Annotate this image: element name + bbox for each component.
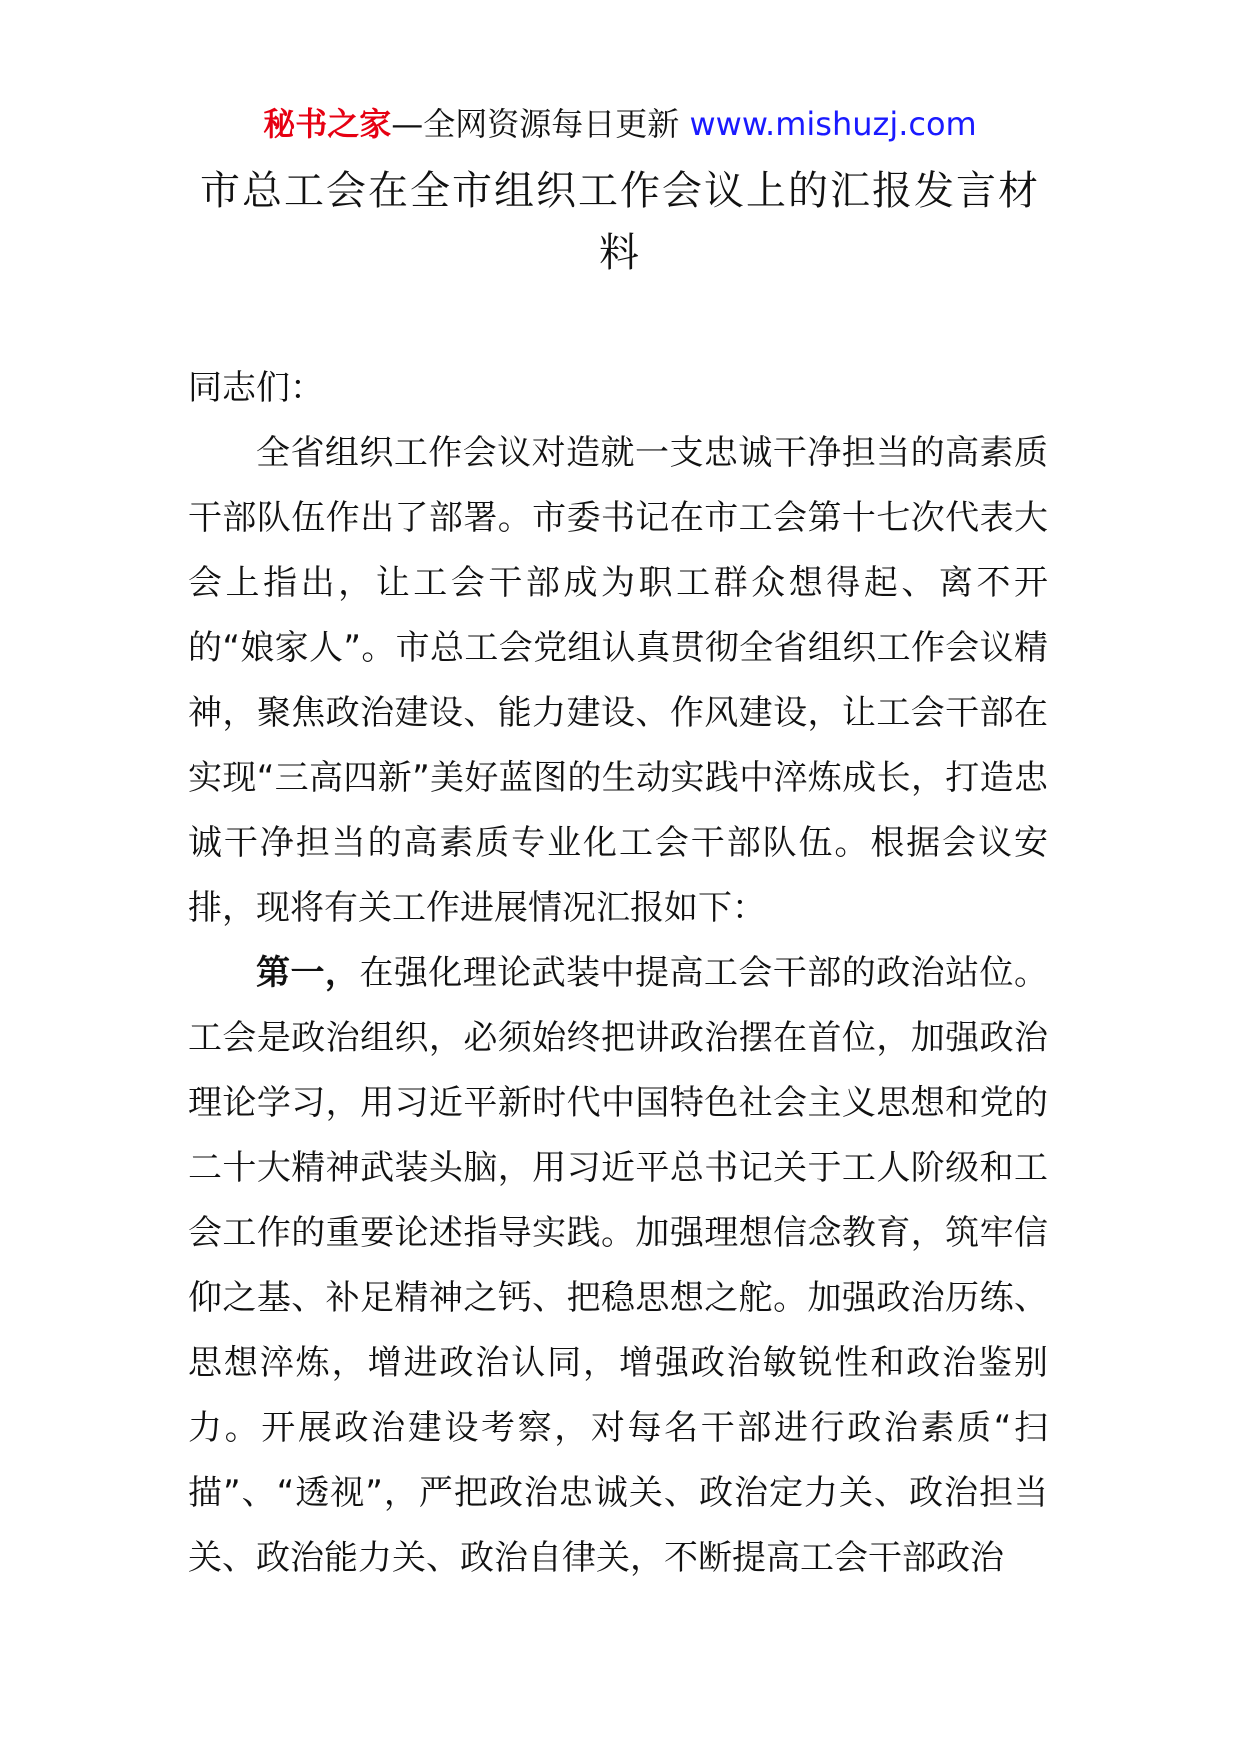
paragraph-intro: 全省组织工作会议对造就一支忠诚干净担当的高素质干部队伍作出了部署。市委书记在市工会第十七次代表大会上指出，让工会干部成为职工群众想得起、离不开的“娘家人”。市总工会党组认真贯彻全省组织工作会议精神，聚焦政治建设、能力建设、作风建设，让工会干部在实现“三高四新”美好蓝图的生动实践中淬炼成长，打造忠诚干净担当的高素质专业化工会干部队伍。根据会议安排，现将有关工作进展情况汇报如下：	[188, 433, 1048, 928]
salutation: 同志们：	[188, 368, 324, 408]
site-url-link[interactable]: www.mishuzj.com	[689, 105, 977, 143]
site-brand-name: 秘书之家	[263, 105, 392, 143]
document-body	[188, 356, 1048, 1591]
paragraph-point-one-text: 在强化理论武装中提高工会干部的政治站位。工会是政治组织，必须始终把讲政治摆在首位，加强政治理论学习，用习近平新时代中国特色社会主义思想和党的二十大精神武装头脑，用习近平总书记关于工人阶级和工会工作的重要论述指导实践。加强理想信念教育，筑牢信仰之基、补足精神之钙、把稳思想之舵。加强政治历练、思想淬炼，增进政治认同，增强政治敏锐性和政治鉴别力。开展政治建设考察，对每名干部进行政治素质“扫描”、“透视”，严把政治忠诚关、政治定力关、政治担当关、政治能力关、政治自律关，不断提高工会干部政治	[188, 953, 1049, 1578]
site-slogan: —全网资源每日更新	[391, 105, 690, 143]
document-title: 市总工会在全市组织工作会议上的汇报发言材料	[200, 168, 1040, 276]
site-header-banner	[0, 104, 1240, 144]
paragraph-lead-in: 第一，	[256, 953, 360, 993]
paragraph-point-one	[188, 941, 1048, 1591]
